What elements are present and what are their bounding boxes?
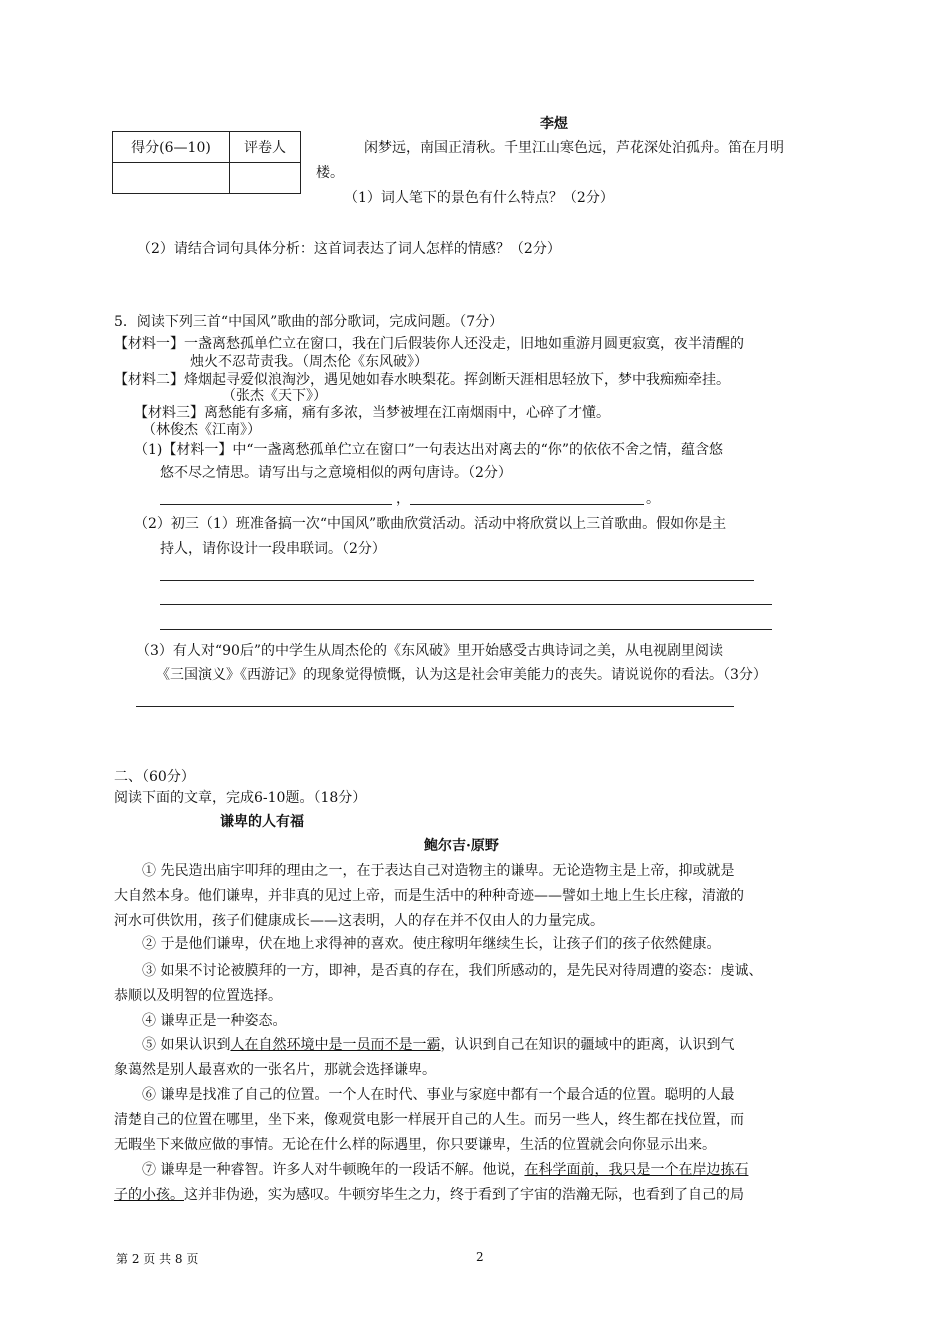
grader-cell[interactable] [230, 163, 301, 194]
para-7-underlined-2: 子的小孩。 [114, 1187, 184, 1203]
poem-question-2: （2）请结合词句具体分析：这首词表达了词人怎样的情感？（2分） [137, 241, 561, 257]
para-3-line-2: 恭顺以及明智的位置选择。 [114, 988, 282, 1004]
subq-2-line-1: （2）初三（1）班准备搞一次“中国风”歌曲欣赏活动。活动中将欣赏以上三首歌曲。假如你是主 [134, 516, 727, 532]
para-6-line-2: 清楚自己的位置在哪里，坐下来，像观赏电影一样展开自己的人生。而另一些人，终生都在找位置，而 [114, 1112, 744, 1128]
material-3-line-1: 【材料三】离愁能有多痛，痛有多浓，当梦被埋在江南烟雨中，心碎了才懂。 [134, 405, 610, 421]
para-5-text-a: ⑤ 如果认识到 [142, 1037, 231, 1053]
material-3-line-2: （林俊杰《江南》） [142, 422, 261, 438]
para-5-text-b: ，认识到自己在知识的疆域中的距离，认识到气 [440, 1037, 735, 1053]
section-heading: 二、（60分） [114, 769, 195, 785]
para-4: ④ 谦卑正是一种姿态。 [142, 1013, 287, 1029]
score-cell[interactable] [113, 163, 230, 194]
para-7-text-a: ⑦ 谦卑是一种睿智。许多人对牛顿晚年的一段话不解。他说， [142, 1162, 525, 1178]
blank-comma: ， [396, 491, 410, 507]
material-2-line-1: 【材料二】烽烟起寻爱似浪淘沙，遇见她如春水映梨花。挥剑断天涯相思轻放下，梦中我痴痴牵挂。 [114, 372, 730, 388]
material-2-line-2: （张杰《天下》） [222, 388, 327, 404]
para-6-line-3: 无暇坐下来做应做的事情。无论在什么样的际遇里，你只要谦卑，生活的位置就会向你显示出来。 [114, 1137, 716, 1153]
article-author: 鲍尔吉·原野 [424, 838, 499, 854]
subq-1-line-1: （1)【材料一】中“一盏离愁孤单伫立在窗口”一句表达出对离去的“你”的依依不舍之情，蕴含悠 [134, 442, 723, 458]
article-title: 谦卑的人有福 [220, 814, 304, 830]
para-1-line-2: 大自然本身。他们谦卑，并非真的见过上帝，而是生活中的种种奇迹——譬如土地上生长庄稼，清澈的 [114, 888, 744, 904]
para-5-underlined: 人在自然环境中是一员而不是一霸 [230, 1037, 441, 1053]
grader-header: 评卷人 [230, 132, 301, 163]
q5-title: 5．阅读下列三首“中国风”歌曲的部分歌词，完成问题。（7分） [114, 314, 504, 330]
footer-page-number: 2 [476, 1250, 484, 1264]
para-6-line-1: ⑥ 谦卑是找准了自己的位置。一个人在时代、事业与家庭中都有一个最合适的位置。聪明的人最 [142, 1087, 735, 1103]
answer-blank-1[interactable] [160, 504, 392, 505]
answer-line-3[interactable] [160, 629, 772, 630]
para-5-line-1 [142, 1034, 734, 1056]
material-1-line-1: 【材料一】一盏离愁孤单伫立在窗口，我在门后假装你人还没走，旧地如重游月圆更寂寞，夜半清醒的 [114, 336, 744, 352]
answer-blank-2[interactable] [410, 504, 644, 505]
subq-3-line-2: 《三国演义》《西游记》的现象觉得愤慨，认为这是社会审美能力的丧失。请说说你的看法。（3分） [156, 667, 767, 683]
subq-1-line-2: 悠不尽之情思。请写出与之意境相似的两句唐诗。（2分） [160, 465, 512, 481]
section-instruction: 阅读下面的文章，完成6-10题。（18分） [114, 790, 367, 806]
para-1-line-1: ① 先民造出庙宇叩拜的理由之一，在于表达自己对造物主的谦卑。无论造物主是上帝，抑或就是 [142, 863, 735, 879]
para-7-text-b: 这并非伪逊，实为感叹。牛顿穷毕生之力，终于看到了宇宙的浩瀚无际，也看到了自己的局 [184, 1187, 744, 1203]
answer-line-4[interactable] [136, 706, 734, 707]
para-7-underlined-1: 在科学面前，我只是一个在岸边拣石 [524, 1162, 749, 1178]
poem-author: 李煜 [540, 116, 568, 132]
answer-line-1[interactable] [160, 580, 754, 581]
poem-question-1: （1）词人笔下的景色有什么特点？（2分） [344, 190, 614, 206]
material-1-line-2: 烛火不忍苛责我。（周杰伦《东风破》） [190, 354, 428, 370]
para-3-line-1: ③ 如果不讨论被膜拜的一方，即神，是否真的存在，我们所感动的，是先民对待周遭的姿态：虔诚、 [142, 963, 763, 979]
score-table [112, 131, 301, 194]
para-1-line-3: 河水可供饮用，孩子们健康成长——这表明，人的存在并不仅由人的力量完成。 [114, 913, 604, 929]
blank-period: 。 [646, 491, 660, 507]
para-7-line-2 [114, 1184, 744, 1206]
subq-3-line-1: （3）有人对“90后”的中学生从周杰伦的《东风破》里开始感受古典诗词之美，从电视剧里阅读 [136, 643, 724, 659]
answer-line-2[interactable] [160, 604, 772, 605]
poem-line-2: 楼。 [316, 165, 344, 181]
poem-line-1: 闲梦远，南国正清秋。千里江山寒色远，芦花深处泊孤舟。笛在月明 [364, 140, 784, 156]
para-7-line-1 [142, 1159, 748, 1181]
footer-page-info: 第 2 页 共 8 页 [116, 1252, 199, 1266]
score-header: 得分(6—10) [113, 132, 230, 163]
para-2: ② 于是他们谦卑，伏在地上求得神的喜欢。使庄稼明年继续生长，让孩子们的孩子依然健康。 [142, 936, 721, 952]
subq-2-line-2: 持人，请你设计一段串联词。（2分） [160, 541, 386, 557]
para-5-line-2: 象蔼然是别人最喜欢的一张名片，那就会选择谦卑。 [114, 1062, 436, 1078]
